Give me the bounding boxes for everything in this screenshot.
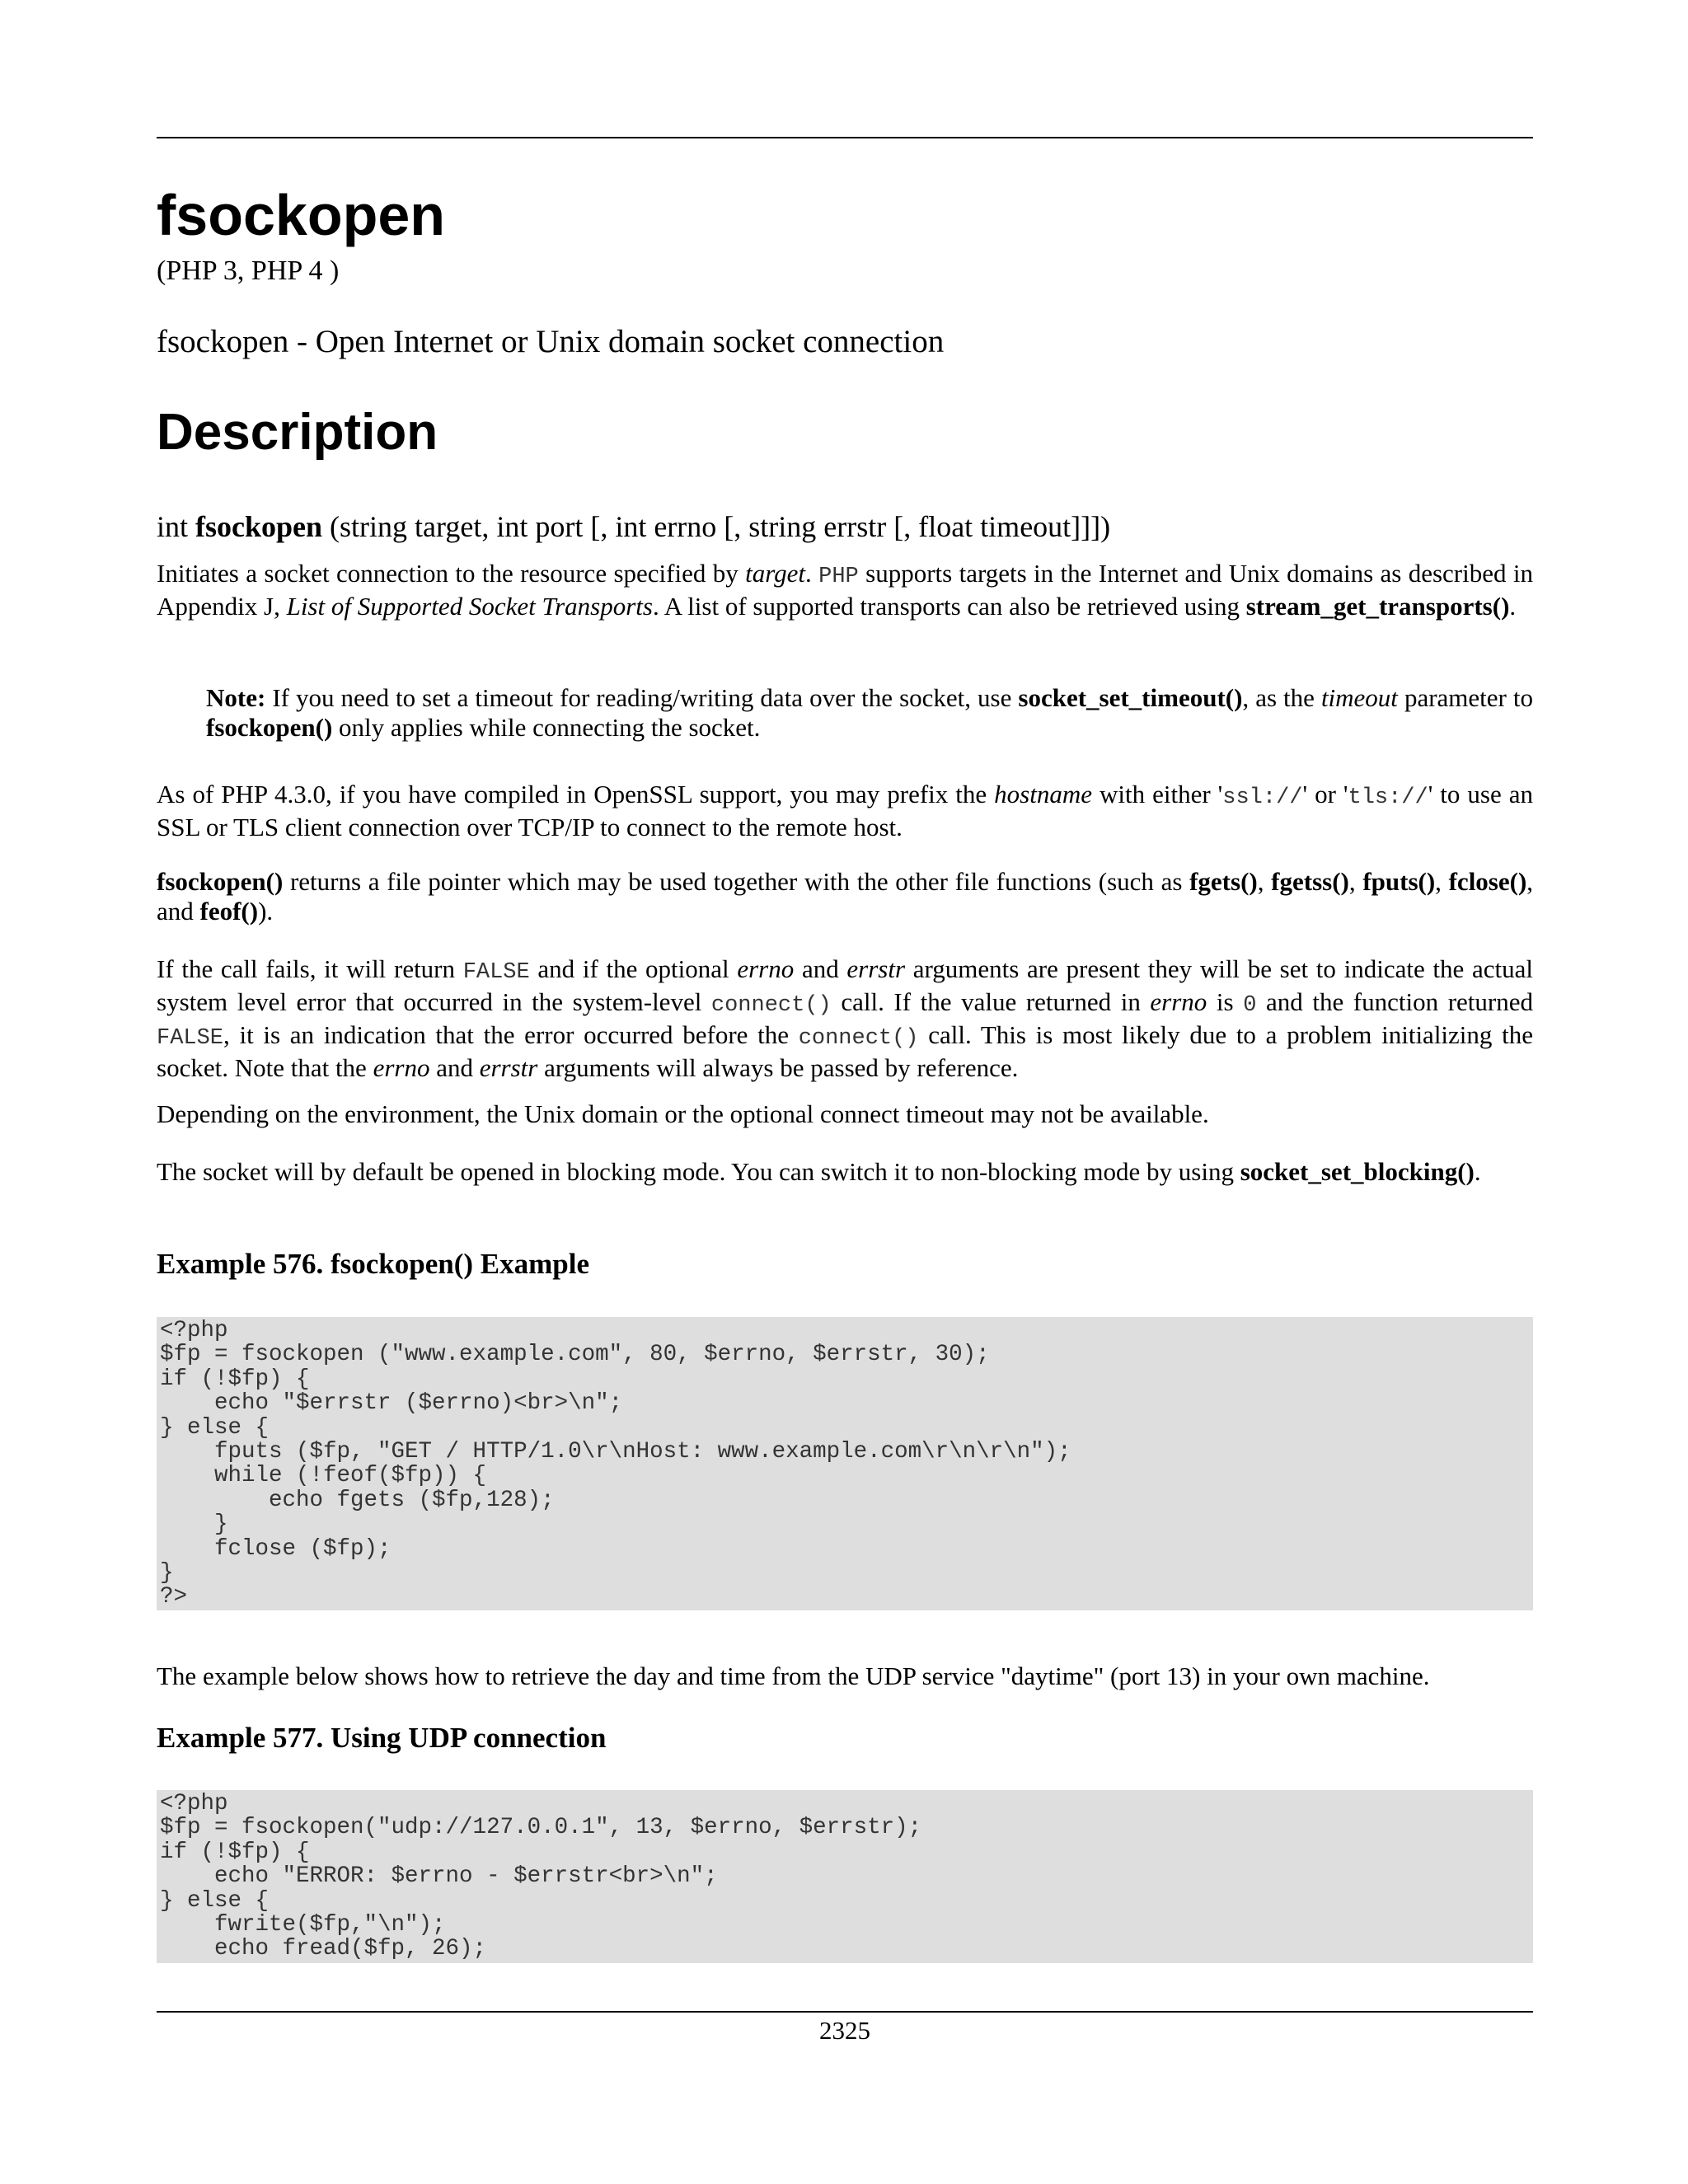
refpurpose: fsockopen - Open Internet or Unix domain socket connection <box>157 324 945 359</box>
function-synopsis <box>157 509 1110 545</box>
paragraph-udp-intro: The example below shows how to retrieve the day and time from the UDP service "daytime" (port 13) in your own machine. <box>157 1661 1430 1690</box>
php-versions: (PHP 3, PHP 4 ) <box>157 255 340 286</box>
paragraph-blocking: The socket will by default be opened in blocking mode. You can switch it to non-blocking mode by using socket_set_blocking(). <box>157 1157 1481 1186</box>
example-576-title: Example 576. fsockopen() Example <box>157 1248 589 1280</box>
note-block: Note: If you need to set a timeout for reading/writing data over the socket, use socket_set_timeout(), as the timeout parameter to fsockopen() only applies while connecting the socket. <box>206 683 1533 742</box>
function-link-stream-get-transports[interactable]: stream_get_transports() <box>1245 592 1510 621</box>
param-errstr: errstr <box>846 954 906 983</box>
function-link-socket-set-blocking[interactable]: socket_set_blocking() <box>1240 1157 1475 1186</box>
document-page <box>157 0 1533 2184</box>
param-timeout: timeout <box>1320 683 1398 712</box>
param-target: target <box>745 559 806 588</box>
function-link-fclose[interactable]: fclose() <box>1448 867 1527 896</box>
synopsis-function-name: fsockopen <box>195 510 323 543</box>
paragraph-intro: Initiates a socket connection to the resource specified by target. PHP supports targets in the Internet and Unix domains as described in Appendix J, List of Supported Socket Transports. A list of supported transports can also be retrieved using stream_get_transports(). <box>157 559 1533 621</box>
synopsis-params: (string target, int port [, int errno [, string errstr [, float timeout]]]) <box>330 510 1111 543</box>
appendix-link[interactable]: List of Supported Socket Transports <box>286 592 653 621</box>
paragraph-openssl: As of PHP 4.3.0, if you have compiled in OpenSSL support, you may prefix the hostname with either 'ssl://' or 'tls://' to use an SSL or TLS client connection over TCP/IP to connect to the remote host. <box>157 780 1534 841</box>
function-link-fsockopen-returns[interactable]: fsockopen() <box>157 867 284 896</box>
example-576-code: <?php $fp = fsockopen ("www.example.com", 80, $errno, $errstr, 30); if (!$fp) { echo "$errstr ($errno)<br>\n"; } else { fputs ($fp, "GET / HTTP/1.0\r\nHost: www.example.com\r\n\r\n"); while (!feof($fp)) { echo fgets ($fp,128); } fclose ($fp); } ?> <box>157 1317 1533 1610</box>
paragraph-environment: Depending on the environment, the Unix domain or the optional connect timeout may not be available. <box>157 1099 1209 1128</box>
paragraph-failure: If the call fails, it will return FALSE and if the optional errno and errstr arguments are present they will be set to indicate the actual system level error that occurred in the system-level connect() call. If the value returned in errno is 0 and the function returned FALSE, it is an indication that the error occurred before the connect() call. This is most likely due to a problem initializing the socket. Note that the errno and errstr arguments will always be passed by reference. <box>157 954 1533 1082</box>
section-heading-description: Description <box>157 404 438 461</box>
header-rule <box>157 137 1533 138</box>
literal-connect: connect() <box>710 993 832 1018</box>
param-errno: errno <box>1150 987 1207 1016</box>
constant-false: FALSE <box>462 960 530 985</box>
function-link-fputs[interactable]: fputs() <box>1362 867 1436 896</box>
acronym-php: PHP <box>818 565 859 589</box>
literal-ssl: ssl:// <box>1222 785 1303 810</box>
param-errstr: errstr <box>479 1053 538 1082</box>
param-errno: errno <box>737 954 795 983</box>
example-577-title: Example 577. Using UDP connection <box>157 1722 607 1754</box>
note-label: Note: <box>206 683 266 712</box>
function-link-feof[interactable]: feof() <box>199 897 259 926</box>
function-link-fsockopen[interactable]: fsockopen() <box>206 713 333 742</box>
function-link-socket-set-timeout[interactable]: socket_set_timeout() <box>1018 683 1243 712</box>
param-errno: errno <box>373 1053 430 1082</box>
literal-connect: connect() <box>798 1026 919 1051</box>
page-title: fsockopen <box>157 183 446 247</box>
literal-tls: tls:// <box>1348 785 1428 810</box>
footer-rule <box>157 2011 1533 2013</box>
synopsis-return-type: int <box>157 510 189 543</box>
function-link-fgets[interactable]: fgets() <box>1189 867 1258 896</box>
constant-false: FALSE <box>157 1026 224 1051</box>
page-number: 2325 <box>819 2016 870 2045</box>
literal-zero: 0 <box>1243 993 1257 1018</box>
param-hostname: hostname <box>994 780 1092 808</box>
function-link-fgetss[interactable]: fgetss() <box>1271 867 1349 896</box>
paragraph-returns: fsockopen() returns a file pointer which may be used together with the other file functions (such as fgets(), fgetss(), fputs(), fclose(), and feof()). <box>157 867 1534 926</box>
example-577-code: <?php $fp = fsockopen("udp://127.0.0.1", 13, $errno, $errstr); if (!$fp) { echo "ERROR: $errno - $errstr<br>\n"; } else { fwrite($fp,"\n"); echo fread($fp, 26); <box>157 1790 1533 1963</box>
